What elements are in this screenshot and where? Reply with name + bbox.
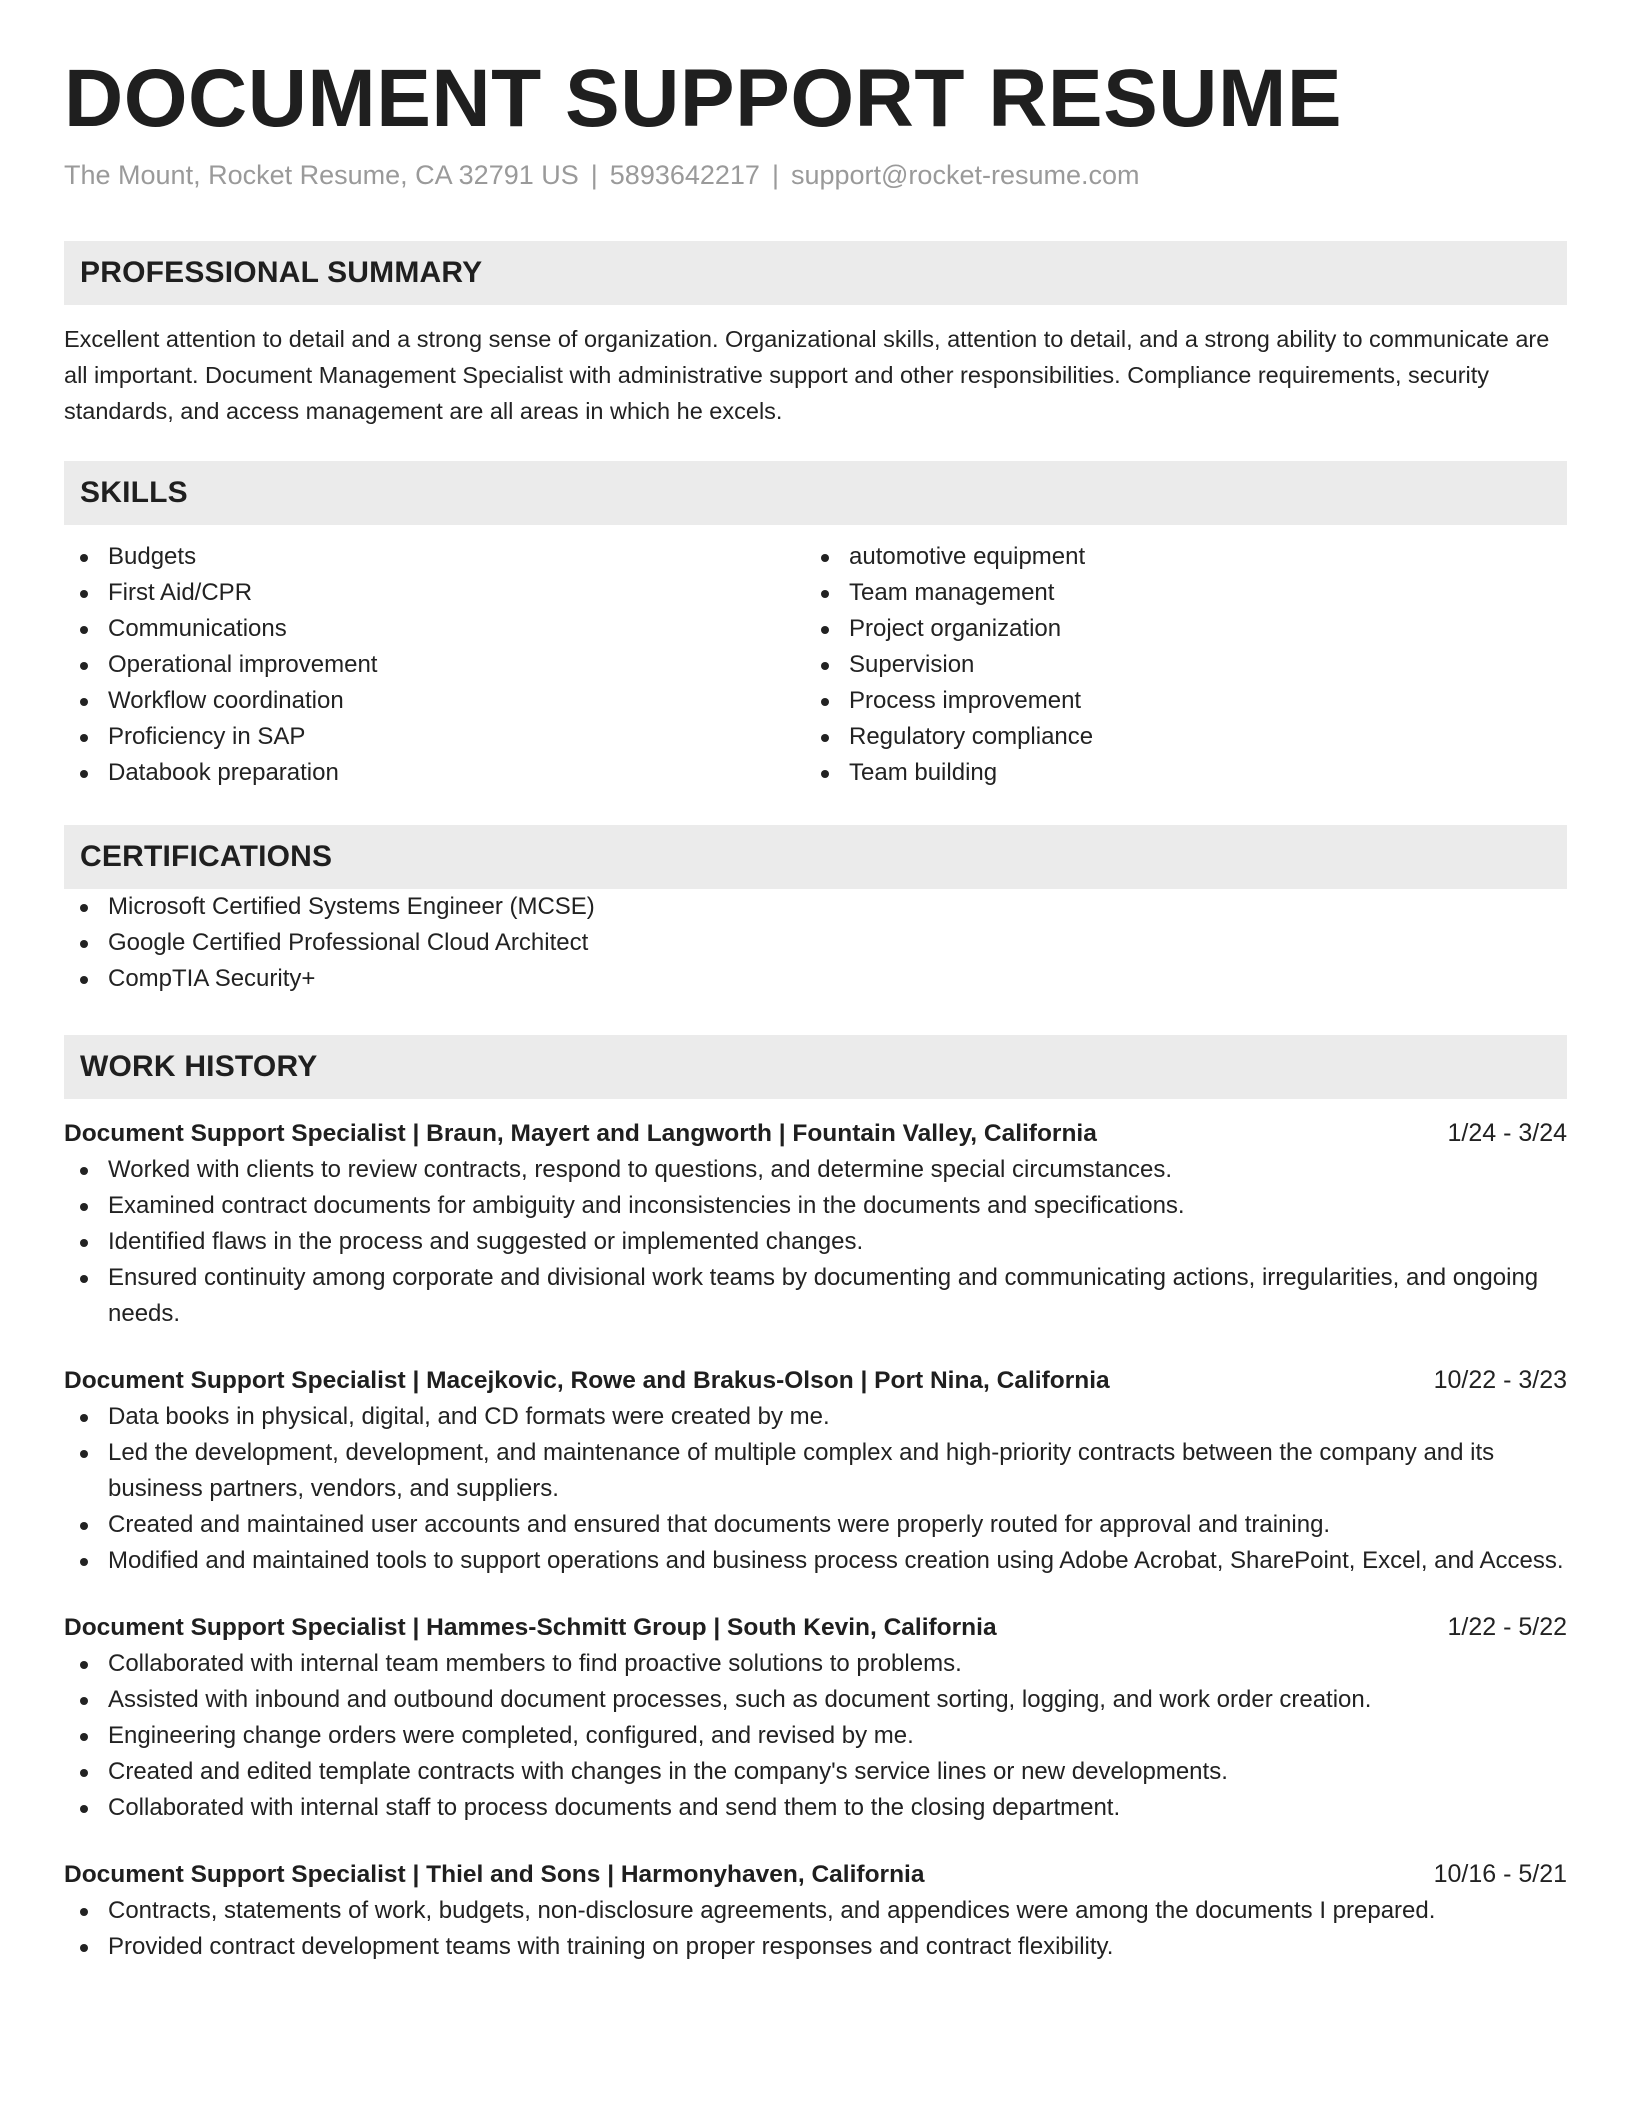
section-heading-work-history: WORK HISTORY bbox=[64, 1035, 1567, 1099]
job-header bbox=[64, 1362, 1567, 1399]
job-entry bbox=[64, 1856, 1567, 1965]
skill-item: Operational improvement bbox=[64, 647, 805, 683]
job-entry bbox=[64, 1115, 1567, 1332]
skill-item: Proficiency in SAP bbox=[64, 719, 805, 755]
job-dates: 10/16 - 5/21 bbox=[1433, 1860, 1567, 1889]
job-dates: 10/22 - 3/23 bbox=[1433, 1366, 1567, 1395]
job-duty: Led the development, development, and maintenance of multiple complex and high-priority contracts between the company and its business partners, vendors, and suppliers. bbox=[64, 1435, 1567, 1507]
job-duty: Contracts, statements of work, budgets, non-disclosure agreements, and appendices were among the documents I prepared. bbox=[64, 1893, 1567, 1929]
skill-item: Supervision bbox=[805, 647, 1546, 683]
job-entry bbox=[64, 1362, 1567, 1579]
job-title: Document Support Specialist | Thiel and Sons | Harmonyhaven, California bbox=[64, 1861, 925, 1889]
skill-item: Project organization bbox=[805, 611, 1546, 647]
job-duty: Data books in physical, digital, and CD formats were created by me. bbox=[64, 1399, 1567, 1435]
skills-list-right bbox=[805, 539, 1546, 791]
skill-item: Regulatory compliance bbox=[805, 719, 1546, 755]
job-duty: Created and edited template contracts with changes in the company's service lines or new developments. bbox=[64, 1754, 1567, 1790]
contact-separator: | bbox=[590, 160, 598, 191]
contact-phone: 5893642217 bbox=[609, 160, 760, 191]
resume-title: DOCUMENT SUPPORT RESUME bbox=[64, 53, 1343, 144]
job-title: Document Support Specialist | Macejkovic, Rowe and Brakus-Olson | Port Nina, California bbox=[64, 1367, 1110, 1395]
skill-item: Team building bbox=[805, 755, 1546, 791]
certification-item: CompTIA Security+ bbox=[64, 961, 1567, 997]
skill-item: automotive equipment bbox=[805, 539, 1546, 575]
contact-separator: | bbox=[771, 160, 779, 191]
job-duty: Modified and maintained tools to support operations and business process creation using Adobe Acrobat, SharePoint, Excel, and Access. bbox=[64, 1543, 1567, 1579]
contact-line bbox=[64, 160, 1567, 191]
job-dates: 1/22 - 5/22 bbox=[1447, 1613, 1567, 1642]
job-header bbox=[64, 1115, 1567, 1152]
job-entry bbox=[64, 1609, 1567, 1826]
job-duties-list bbox=[64, 1893, 1567, 1965]
job-duty: Collaborated with internal team members to find proactive solutions to problems. bbox=[64, 1646, 1567, 1682]
certification-item: Google Certified Professional Cloud Architect bbox=[64, 925, 1567, 961]
skills-grid bbox=[64, 539, 1567, 791]
contact-address: The Mount, Rocket Resume, CA 32791 US bbox=[64, 160, 579, 191]
resume-page bbox=[64, 50, 1567, 1965]
certifications-list bbox=[64, 889, 1567, 997]
job-title: Document Support Specialist | Braun, Mayert and Langworth | Fountain Valley, California bbox=[64, 1120, 1097, 1148]
section-heading-skills: SKILLS bbox=[64, 461, 1567, 525]
skill-item: Workflow coordination bbox=[64, 683, 805, 719]
skills-list-left bbox=[64, 539, 805, 791]
contact-email: support@rocket-resume.com bbox=[790, 160, 1140, 191]
skill-item: Communications bbox=[64, 611, 805, 647]
job-duties-list bbox=[64, 1152, 1567, 1332]
job-duty: Assisted with inbound and outbound document processes, such as document sorting, logging, and work order creation. bbox=[64, 1682, 1567, 1718]
job-duty: Ensured continuity among corporate and divisional work teams by documenting and communicating actions, irregularities, and ongoing needs. bbox=[64, 1260, 1567, 1332]
job-duty: Engineering change orders were completed, configured, and revised by me. bbox=[64, 1718, 1567, 1754]
job-duty: Worked with clients to review contracts, respond to questions, and determine special circumstances. bbox=[64, 1152, 1567, 1188]
skill-item: Databook preparation bbox=[64, 755, 805, 791]
job-header bbox=[64, 1609, 1567, 1646]
skill-item: Process improvement bbox=[805, 683, 1546, 719]
job-duty: Collaborated with internal staff to process documents and send them to the closing department. bbox=[64, 1790, 1567, 1826]
skills-column-left bbox=[64, 539, 805, 791]
job-dates: 1/24 - 3/24 bbox=[1447, 1119, 1567, 1148]
job-duty: Created and maintained user accounts and ensured that documents were properly routed for approval and training. bbox=[64, 1507, 1567, 1543]
certification-item: Microsoft Certified Systems Engineer (MCSE) bbox=[64, 889, 1567, 925]
section-heading-certifications: CERTIFICATIONS bbox=[64, 825, 1567, 889]
job-title: Document Support Specialist | Hammes-Schmitt Group | South Kevin, California bbox=[64, 1614, 997, 1642]
skill-item: First Aid/CPR bbox=[64, 575, 805, 611]
job-duty: Examined contract documents for ambiguity and inconsistencies in the documents and specifications. bbox=[64, 1188, 1567, 1224]
job-duties-list bbox=[64, 1646, 1567, 1826]
job-duty: Provided contract development teams with training on proper responses and contract flexibility. bbox=[64, 1929, 1567, 1965]
section-heading-summary: PROFESSIONAL SUMMARY bbox=[64, 241, 1567, 305]
skill-item: Team management bbox=[805, 575, 1546, 611]
job-duty: Identified flaws in the process and suggested or implemented changes. bbox=[64, 1224, 1567, 1260]
summary-text: Excellent attention to detail and a strong sense of organization. Organizational skills, attention to detail, and a strong ability to communicate are all important. Document Management Specialist with administrative support and other responsibilities. Compliance requirements, security standards, and access management are all areas in which he excels. bbox=[64, 326, 1550, 425]
skill-item: Budgets bbox=[64, 539, 805, 575]
job-duties-list bbox=[64, 1399, 1567, 1579]
job-header bbox=[64, 1856, 1567, 1893]
skills-column-right bbox=[805, 539, 1546, 791]
